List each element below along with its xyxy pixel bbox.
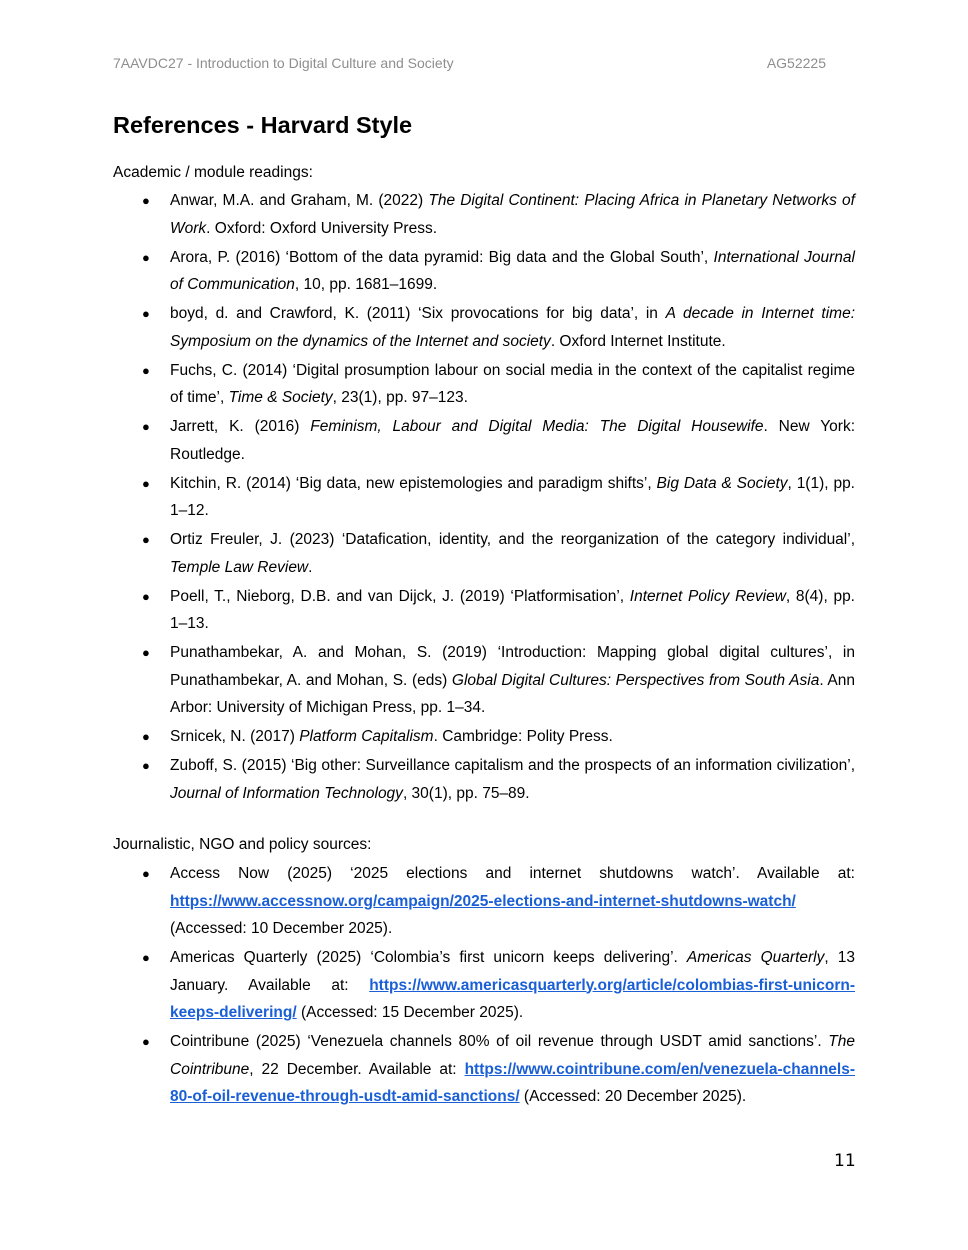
page-header — [113, 55, 826, 71]
reference-text: Srnicek, N. (2017) — [170, 728, 300, 745]
academic-readings-heading: Academic / module readings: — [113, 164, 313, 181]
reference-item — [113, 357, 855, 412]
reference-italic-title: Internet Policy Review — [629, 587, 786, 605]
reference-text: , 30(1), pp. 75–89. — [402, 784, 530, 802]
reference-item — [113, 413, 855, 468]
journalistic-sources-heading: Journalistic, NGO and policy sources: — [113, 836, 372, 853]
reference-italic-title: The Digital Continent: Placing Africa in Planetary Networks of Work — [170, 192, 855, 237]
reference-text: . Ann Arbor: University of Michigan Press, pp. 1–34. — [170, 671, 855, 716]
reference-text: . New York: Routledge. — [170, 418, 855, 463]
header-student-id: AG52225 — [766, 55, 826, 71]
reference-text: Access Now (2025) ‘2025 elections and internet shutdowns watch’. Available at: — [170, 865, 855, 882]
reference-text: , 8(4), pp. 1–13. — [170, 587, 855, 632]
reference-text: . Oxford Internet Institute. — [550, 332, 726, 350]
reference-item — [113, 752, 855, 807]
reference-text: , 1(1), pp. 1–12. — [170, 474, 855, 519]
reference-italic-title: Journal of Information Technology — [170, 784, 403, 802]
reference-text: Jarrett, K. (2016) — [170, 418, 311, 435]
academic-reference-list — [113, 187, 855, 809]
reference-italic-title: Big Data & Society — [656, 474, 788, 492]
reference-text: Arora, P. (2016) ‘Bottom of the data pyramid: Big data and the Global South’, — [170, 248, 714, 266]
bullet-icon: ● — [142, 866, 150, 881]
reference-italic-title: Americas Quarterly — [686, 949, 825, 966]
reference-item — [113, 526, 855, 581]
reference-italic-title: A decade in Internet time: Symposium on the dynamics of the Internet and society — [170, 305, 855, 350]
reference-text: Kitchin, R. (2014) ‘Big data, new epistemologies and paradigm shifts’, — [170, 474, 657, 492]
bullet-icon: ● — [142, 645, 150, 660]
reference-item — [113, 187, 855, 242]
reference-text: (Accessed: 15 December 2025). — [296, 1004, 524, 1021]
reference-item — [113, 639, 855, 722]
reference-item — [113, 1028, 855, 1111]
bullet-icon: ● — [142, 193, 150, 208]
reference-link[interactable]: https://www.cointribune.com/en/venezuela-channels-80-of-oil-revenue-through-usdt-amid-sanctions/ — [170, 1060, 855, 1105]
bullet-icon: ● — [142, 249, 150, 265]
reference-item — [113, 470, 855, 525]
bullet-icon: ● — [142, 758, 150, 773]
bullet-icon: ● — [142, 475, 150, 491]
reference-item — [113, 300, 855, 355]
bullet-icon: ● — [142, 950, 150, 965]
reference-text: Cointribune (2025) ‘Venezuela channels 80% of oil revenue through USDT amid sanctions’. — [170, 1033, 829, 1050]
reference-item — [113, 583, 855, 638]
reference-italic-title: Temple Law Review — [170, 558, 309, 576]
page-title: References - Harvard Style — [113, 112, 413, 138]
reference-item — [113, 723, 855, 751]
reference-text: . Cambridge: Polity Press. — [433, 728, 613, 745]
reference-text: , 13 January. Available at: — [170, 949, 855, 994]
bullet-icon: ● — [142, 306, 150, 321]
reference-link[interactable]: https://www.accessnow.org/campaign/2025-elections-and-internet-shutdowns-watch/ — [170, 892, 796, 910]
reference-text: , 23(1), pp. 97–123. — [332, 389, 468, 406]
reference-text: Americas Quarterly (2025) ‘Colombia’s first unicorn keeps delivering’. — [170, 949, 687, 966]
reference-italic-title: Feminism, Labour and Digital Media: The Digital Housewife — [310, 418, 764, 435]
reference-text: , 22 December. Available at: — [249, 1060, 465, 1078]
journalistic-reference-list — [113, 860, 855, 1112]
reference-text: . — [308, 558, 313, 576]
reference-italic-title: International Journal of Communication — [170, 248, 855, 293]
page-number: 11 — [834, 1151, 856, 1171]
reference-item — [113, 944, 855, 1027]
bullet-icon: ● — [142, 419, 150, 434]
reference-item — [113, 860, 855, 943]
reference-italic-title: Time & Society — [228, 389, 333, 406]
bullet-icon: ● — [142, 362, 150, 378]
reference-text: (Accessed: 20 December 2025). — [519, 1088, 747, 1105]
bullet-icon: ● — [142, 532, 150, 547]
reference-text: Anwar, M.A. and Graham, M. (2022) — [170, 192, 429, 209]
reference-text: . Oxford: Oxford University Press. — [206, 219, 438, 237]
header-course-title: 7AAVDC27 - Introduction to Digital Culture and Society — [113, 55, 454, 71]
reference-text: Punathambekar, A. and Mohan, S. (2019) ‘Introduction: Mapping global digital cultures’, in Punathambekar, A. and Mohan, S. (eds) — [170, 644, 855, 689]
reference-text: Ortiz Freuler, J. (2023) ‘Datafication, identity, and the reorganization of the category individual’, — [170, 531, 855, 548]
reference-text: Poell, T., Nieborg, D.B. and van Dijck, J. (2019) ‘Platformisation’, — [170, 587, 630, 605]
reference-item — [113, 244, 855, 299]
reference-italic-title: Global Digital Cultures: Perspectives from South Asia — [451, 671, 820, 689]
bullet-icon: ● — [142, 729, 150, 744]
reference-text: boyd, d. and Crawford, K. (2011) ‘Six provocations for big data’, in — [170, 305, 666, 322]
reference-text: , 10, pp. 1681–1699. — [294, 276, 438, 293]
reference-italic-title: The Cointribune — [170, 1033, 855, 1078]
reference-text: (Accessed: 10 December 2025). — [170, 920, 393, 937]
reference-text: Zuboff, S. (2015) ‘Big other: Surveillance capitalism and the prospects of an information civilization’, — [170, 757, 855, 774]
reference-italic-title: Platform Capitalism — [299, 728, 434, 745]
reference-link[interactable]: https://www.americasquarterly.org/article/colombias-first-unicorn-keeps-delivering/ — [170, 976, 855, 1021]
bullet-icon: ● — [142, 1034, 150, 1049]
bullet-icon: ● — [142, 588, 150, 604]
reference-text: Fuchs, C. (2014) ‘Digital prosumption labour on social media in the context of the capitalist regime of time’, — [170, 361, 855, 406]
